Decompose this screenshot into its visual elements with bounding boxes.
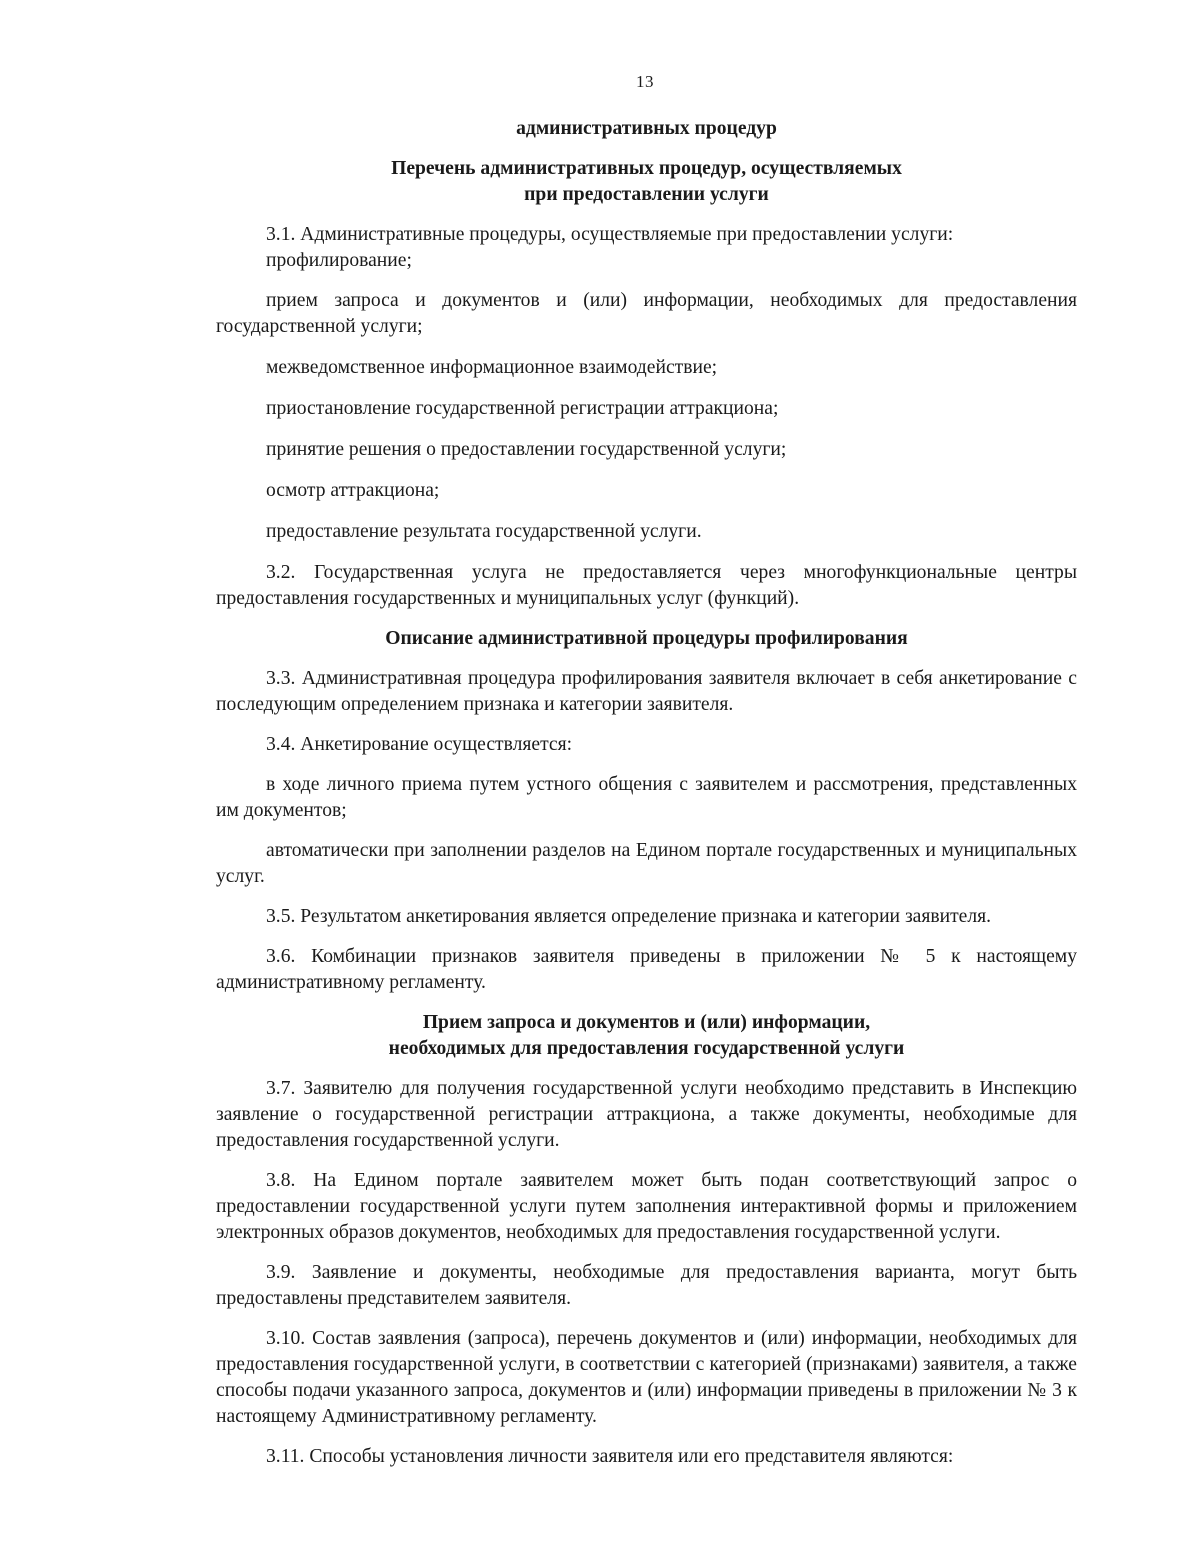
heading-line: при предоставлении услуги	[524, 184, 769, 205]
section-heading-procedures-list	[216, 156, 1077, 208]
list-item: межведомственное информационное взаимодействие;	[266, 357, 718, 378]
list-item: автоматически при заполнении разделов на Едином портале государственных и муниципальных услуг.	[216, 840, 1077, 887]
paragraph-3-10: 3.10. Состав заявления (запроса), перечень документов и (или) информации, необходимых для предоставления государственной услуги, в соответствии с категорией (признаками) заявителя, а также способы подачи указанного запроса, документов и (или) информации приведены в приложении № 3 к настоящему Административному регламенту.	[216, 1328, 1077, 1427]
paragraph-3-5: 3.5. Результатом анкетирования является определение признака и категории заявителя.	[266, 906, 992, 927]
heading-line: необходимых для предоставления государственной услуги	[388, 1038, 905, 1059]
list-item: профилирование;	[266, 250, 412, 271]
list-item: приостановление государственной регистрации аттракциона;	[266, 398, 779, 419]
list-item: в ходе личного приема путем устного общения с заявителем и рассмотрения, представленных им документов;	[216, 774, 1077, 821]
list-item: осмотр аттракциона;	[266, 480, 440, 501]
paragraph-3-11: 3.11. Способы установления личности заявителя или его представителя являются:	[266, 1446, 954, 1467]
heading-line: Перечень административных процедур, осуществляемых	[391, 158, 902, 179]
heading-line: Прием запроса и документов и (или) информации,	[422, 1012, 871, 1033]
list-item: предоставление результата государственной услуги.	[266, 521, 702, 542]
paragraph-3-8: 3.8. На Едином портале заявителем может быть подан соответствующий запрос о предоставлении государственной услуги путем заполнения интерактивной формы и приложением электронных образов документов, необходимых для предоставления государственной услуги.	[216, 1170, 1077, 1243]
paragraph-3-6: 3.6. Комбинации признаков заявителя приведены в приложении № 5 к настоящему административному регламенту.	[216, 946, 1077, 993]
paragraph-3-2: 3.2. Государственная услуга не предоставляется через многофункциональные центры предоставления государственных и муниципальных услуг (функций).	[216, 562, 1077, 609]
paragraph-3-1: 3.1. Административные процедуры, осуществляемые при предоставлении услуги:	[266, 224, 954, 245]
paragraph-3-9: 3.9. Заявление и документы, необходимые для предоставления варианта, могут быть предоставлены представителем заявителя.	[216, 1262, 1077, 1309]
document-body	[216, 116, 1077, 1484]
paragraph-3-3: 3.3. Административная процедура профилирования заявителя включает в себя анкетирование с последующим определением признака и категории заявителя.	[216, 668, 1077, 715]
list-item: прием запроса и документов и (или) информации, необходимых для предоставления государственной услуги;	[216, 290, 1077, 337]
page-number: 13	[636, 72, 654, 91]
paragraph-3-7: 3.7. Заявителю для получения государственной услуги необходимо представить в Инспекцию заявление о государственной регистрации аттракциона, а также документы, необходимые для предоставления государственной услуги.	[216, 1078, 1077, 1151]
section-heading-request-intake	[216, 1010, 1077, 1062]
section-heading-profiling: Описание административной процедуры профилирования	[385, 628, 908, 649]
section-heading-top: административных процедур	[516, 118, 777, 139]
list-item: принятие решения о предоставлении государственной услуги;	[266, 439, 787, 460]
paragraph-3-4: 3.4. Анкетирование осуществляется:	[266, 734, 573, 755]
